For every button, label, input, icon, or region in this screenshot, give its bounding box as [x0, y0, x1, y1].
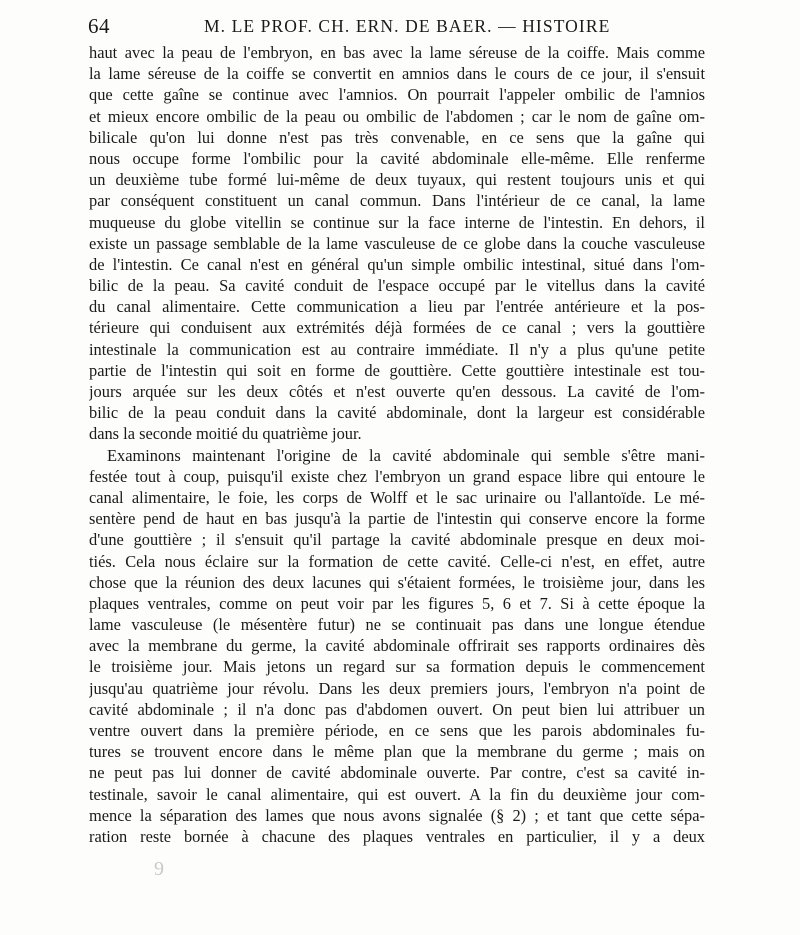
text-line: avec la membrane du germe, la cavité abdominale offrirait ses rapports ordinaires dès: [89, 636, 705, 656]
page-header: [88, 14, 708, 40]
text-line: ration reste bornée à chacune des plaques ventrales en particulier, il y a deux: [89, 826, 705, 846]
text-line: du canal alimentaire. Cette communication a lieu par l'entrée antérieure et la pos-: [89, 297, 705, 317]
text-line: festée tout à coup, puisqu'il existe chez l'embryon un grand espace libre qui entoure le: [89, 466, 705, 486]
text-line: Examinons maintenant l'origine de la cavité abdominale qui semble s'être mani-: [107, 445, 705, 465]
text-line: tiés. Cela nous éclaire sur la formation de cette cavité. Celle-ci n'est, en effet, autre: [89, 551, 705, 571]
text-line: par conséquent constituent un canal commun. Dans l'intérieur de ce canal, la lame: [89, 191, 705, 211]
text-line: intestinale la communication est au contraire immédiate. Il n'y a plus qu'une petite: [89, 339, 705, 359]
text-line: testinale, savoir le canal alimentaire, qui est ouvert. A la fin du deuxième jour com-: [89, 784, 705, 804]
bleed-through-mark: 9: [154, 858, 164, 880]
text-line: ne peut pas lui donner de cavité abdominale ouverte. Par contre, c'est sa cavité in-: [89, 763, 705, 783]
text-line: dans la seconde moitié du quatrième jour.: [89, 424, 362, 444]
page-number: 64: [88, 14, 110, 38]
running-title: M. LE PROF. CH. ERN. DE BAER. — HISTOIRE: [204, 16, 611, 36]
text-line: le troisième jour. Mais jetons un regard sur sa formation depuis le commencement: [89, 657, 705, 677]
text-line: mence la séparation des lames que nous avons signalée (§ 2) ; et tant que cette sépa-: [89, 805, 705, 825]
text-line: existe un passage semblable de la lame vasculeuse de ce globe dans la couche vasculeuse: [89, 233, 705, 253]
text-line: ventre ouvert dans la première période, en ce sens que les parois abdominales fu-: [89, 721, 705, 740]
text-line: jusqu'au quatrième jour révolu. Dans les deux premiers jours, l'embryon n'a point de: [89, 678, 705, 698]
text-line: bilic de la peau. Sa cavité conduit de l'espace occupé par le vitellus dans la cavité: [89, 276, 705, 296]
text-line: jours arquée sur les deux côtés et n'est ouverte qu'en dessous. La cavité de l'om-: [89, 382, 705, 401]
text-line: la lame séreuse de la coiffe se convertit en amnios dans le cours de ce jour, il s'ensuit: [89, 64, 705, 84]
text-line: un deuxième tube formé lui-même de deux tuyaux, qui restent toujours unis et qui: [89, 170, 705, 190]
text-line: nous occupe forme l'ombilic pour la cavité abdominale elle-même. Elle renferme: [89, 148, 705, 168]
text-line: muqueuse du globe vitellin se continue sur la face interne de l'intestin. En dehors, il: [89, 212, 705, 232]
text-line: canal alimentaire, le foie, les corps de Wolff et le sac urinaire ou l'allantoïde. Le mé-: [89, 487, 705, 507]
text-line: sentère pend de haut en bas jusqu'à la partie de l'intestin qui conserve encore la forme: [89, 509, 705, 529]
text-line: cavité abdominale ; il n'a donc pas d'abdomen ouvert. On peut bien lui attribuer un: [89, 699, 705, 719]
text-line: de l'intestin. Ce canal n'est en général qu'un simple ombilic intestinal, situé dans l'om-: [89, 254, 705, 274]
text-line: et mieux encore ombilic de la peau ou ombilic de l'abdomen ; car le nom de gaîne om-: [89, 106, 705, 126]
text-line: chose que la réunion des deux lacunes qui s'étaient formées, le troisième jour, dans les: [89, 572, 705, 592]
text-line: bilicale qu'on lui donne n'est pas très convenable, en ce sens que la gaîne qui: [89, 127, 705, 147]
text-line: lame vasculeuse (le mésentère futur) ne se continuait pas dans une longue étendue: [89, 615, 705, 635]
body-text: [89, 42, 705, 847]
text-line: térieure qui conduisent aux extrémités déjà formées de ce canal ; vers la gouttière: [89, 318, 705, 338]
text-line: que cette gaîne se continue avec l'amnios. On pourrait l'appeler ombilic de l'amnios: [89, 85, 705, 105]
text-line: plaques ventrales, comme on peut voir par les figures 5, 6 et 7. Si à cette époque la: [89, 593, 705, 613]
text-line: d'une gouttière ; il s'ensuit qu'il partage la cavité abdominale presque en deux moi-: [89, 530, 705, 550]
text-line: bilic de la peau conduit dans la cavité abdominale, dont la largeur est considérable: [89, 403, 705, 423]
text-line: partie de l'intestin qui soit en forme de gouttière. Cette gouttière intestinale est tou-: [89, 360, 705, 380]
text-line: tures se trouvent encore dans le même plan que la membrane du germe ; mais on: [89, 742, 705, 762]
text-line: haut avec la peau de l'embryon, en bas avec la lame séreuse de la coiffe. Mais comme: [89, 43, 705, 62]
